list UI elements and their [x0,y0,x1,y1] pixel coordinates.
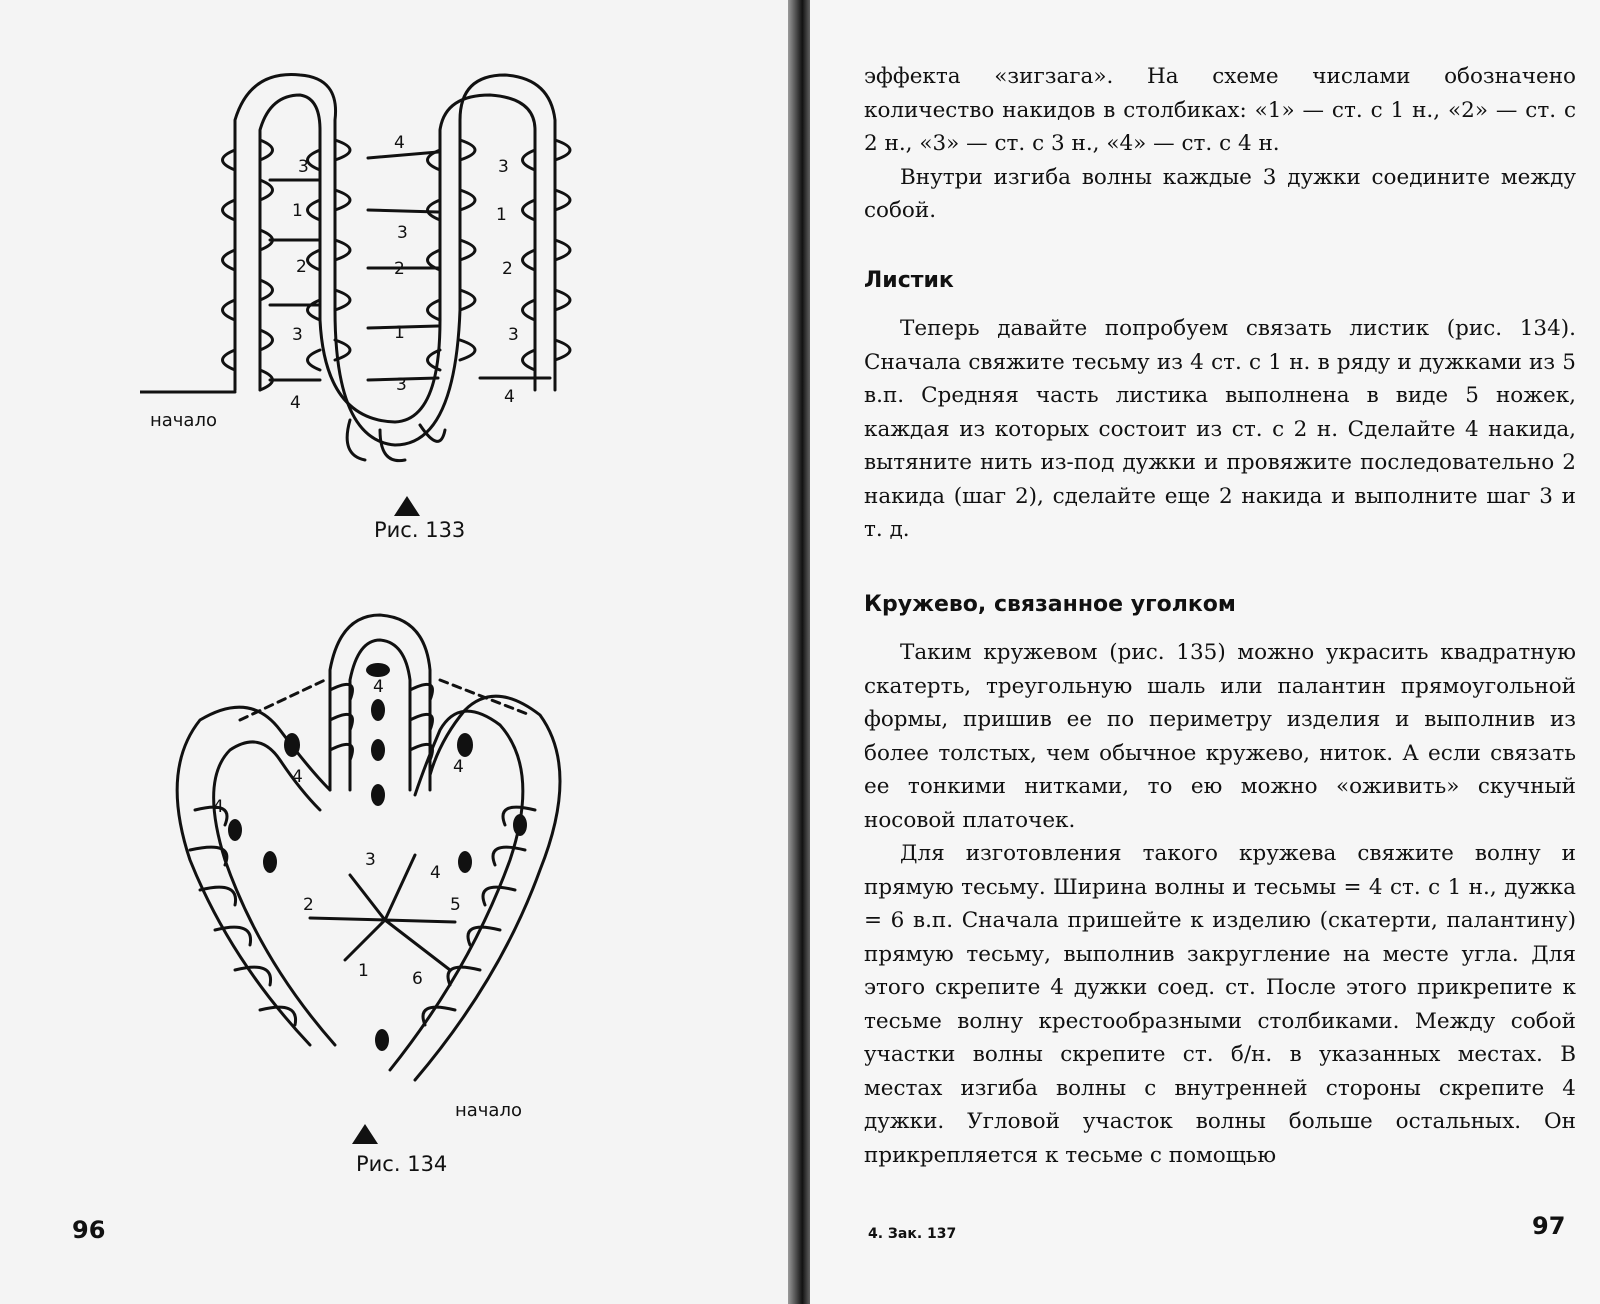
section-leaf [864,268,1576,293]
print-order-note: 4. Зак. 137 [868,1226,957,1242]
fig134-label: 4 [430,863,441,883]
section-heading-leaf: Листик [864,268,954,293]
page-number-left: 96 [72,1216,106,1244]
fig134-label: 6 [412,969,423,989]
fig133-label: 4 [504,387,515,407]
fig133-label: 3 [396,375,407,395]
figure-134 [140,600,620,1110]
text-intro [864,60,1576,228]
page-number-right: 97 [1532,1212,1566,1240]
section-leaf-body [864,312,1576,547]
fig133-label: 3 [397,223,408,243]
fig133-label: 3 [298,157,309,177]
fig133-label: 3 [498,157,509,177]
fig134-label: 4 [453,757,464,777]
fig133-caption: Рис. 133 [374,518,466,542]
fig133-label: 1 [496,205,507,225]
fig133-label: 2 [296,257,307,277]
right-page [810,0,1600,1304]
corner-paragraph-2: Для изготовления такого кружева свяжите волну и прямую тесьму. Ширина волны и тесьмы = 4 ст. с 1 н., дужка = 6 в.п. Сначала пришейте к изделию (скатерти, палантину) прямую тесьму, выполнив закругление на месте угла. Для этого скрепите 4 дужки соед. ст. После этого прикрепите к тесьме волну крестообразными столбиками. Между собой участки волны скрепите ст. б/н. в указанных местах. В местах изгиба волны с внутренней стороны скрепите 4 дужки. Угловой участок волны больше остальных. Он прикрепляется к тесьме с помощью [864,841,1576,1168]
fig134-label: 5 [450,895,461,915]
fig133-label: 3 [292,325,303,345]
leaf-paragraph: Теперь давайте попробуем связать листик (рис. 134). Сначала свяжите тесьму из 4 ст. с 1 н. в ряду и дужками из 5 в.п. Средняя часть листика выполнена в виде 5 ножек, каждая из которых состоит из ст. с 2 н. Сделайте 4 накида, вытяните нить из-под дужки и провяжите последовательно 2 накида (шаг 2), сделайте еще 2 накида и выполните шаг 3 и т. д. [864,316,1576,542]
fig133-label: 3 [508,325,519,345]
fig134-start-label: начало [455,1100,522,1121]
intro-paragraph-2: Внутри изгиба волны каждые 3 дужки соедините между собой. [864,164,1576,223]
fig134-label: 4 [292,767,303,787]
left-page [0,0,790,1304]
section-heading-corner: Кружево, связанное уголком [864,592,1236,617]
fig134-label: 4 [373,677,384,697]
corner-paragraph-1: Таким кружевом (рис. 135) можно украсить квадратную скатерть, треугольную шаль или палантин прямоугольной формы, пришив ее по периметру изделия и выполнив из более толстых, чем обычное кружево, ниток. А если связать ее тонкими нитками, то ею можно «оживить» скучный носовой платочек. [864,640,1576,833]
fig133-label: 4 [394,133,405,153]
fig133-label: 1 [394,323,405,343]
fig133-label: 2 [502,259,513,279]
fig133-triangle-marker [394,496,420,516]
section-corner-body [864,636,1576,1172]
fig134-label: 4 [213,797,224,817]
fig134-label: 3 [365,850,376,870]
figure-134-diagram [140,600,620,1110]
figure-133-labels [290,133,519,413]
fig133-start-label: начало [150,410,217,431]
fig133-label: 1 [292,201,303,221]
section-corner [864,592,1576,617]
fig134-caption: Рис. 134 [356,1152,448,1176]
fig134-triangle-marker [352,1124,378,1144]
intro-paragraph-1: эффекта «зигзага». На схеме числами обозначено количество накидов в столбиках: «1» — ст. с 1 н., «2» — ст. с 2 н., «3» — ст. с 3 н., «4» — ст. с 4 н. [864,64,1576,156]
fig133-label: 2 [394,259,405,279]
fig134-label: 1 [358,961,369,981]
fig133-label: 4 [290,393,301,413]
fig134-label: 2 [303,895,314,915]
